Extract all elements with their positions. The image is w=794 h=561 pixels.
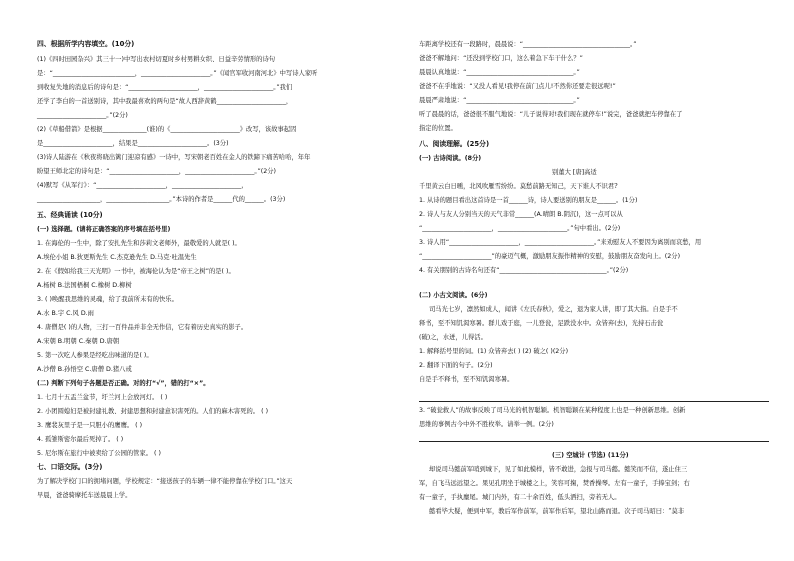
options: A.埃伦小姐 B.狄更斯先生 C.杰克逊先生 D.马克·吐温先生	[37, 254, 197, 261]
subsection-title: (二) 判断下列句子各题是否正确。对的打“√”，错的打“×”。	[37, 380, 210, 387]
question: “______________________”的豪迈气概，激励朋友振作精神的安慰，鼓励朋友奋发向上。(2分)	[419, 253, 681, 260]
options: A.沙僧 B.孙悟空 C.唐僧 D.猪八戒	[37, 366, 132, 373]
text-line: 还学了李白的一首送别诗，其中我最喜欢的两句是“故人西辞黄鹤______________________，	[37, 98, 293, 105]
question: 5. 第一次吃人参果是经吃出味道的是( )。	[37, 352, 153, 359]
answer-line	[419, 401, 769, 402]
text-line: 早晨，爸爸骑摩托车送晨晨上学。	[37, 492, 132, 499]
text-line: 到收复失地的消息后的诗句是：“______________________，______________________。”我们	[37, 84, 293, 91]
right-column	[397, 0, 794, 561]
answer-line	[419, 441, 769, 442]
passage-text: 有一童子，手执麈尾。城门内外，有二十余百姓，低头洒扫，旁若无人。	[419, 494, 621, 501]
question: 2. 翻译下面的句子。(2分)	[419, 362, 493, 369]
question: 4. 有关朋别的古诗名句还有“__________________________________。”(2分)	[419, 267, 629, 274]
subsection-title: (一) 选择题。(请将正确答案的序号填在括号里)	[37, 226, 171, 233]
poem-text: 千里黄云白日曛，北风吹雁雪纷纷。莫愁前路无知己，天下谁人不识君?	[419, 183, 618, 190]
poem-title: 别董大 [唐]高适	[552, 169, 597, 176]
judge-item: 5. 尼尔斯在旅行中被卖给了公园的管家。 ( )	[37, 450, 161, 457]
text-line: 是______________________，结果是______________________。(3分)	[37, 140, 229, 147]
text-line: ______________________。”(2分)	[37, 112, 128, 119]
text-line: (4)默写《从军行》：“______________________，______________________，	[37, 182, 248, 189]
text-line: 盼望王师北定的诗句是：“______________________，______________________。”(2分)	[37, 168, 276, 175]
classical-text: 司马光七岁，凛然如成人，闻讲《左氏春秋》，爱之，退为家人讲，即了其大指。自是手不	[429, 306, 678, 313]
question: 自是手不释书，至不知饥渴寒暑。	[419, 376, 514, 383]
section-7-title: 七、口语交际。(3分)	[37, 463, 103, 471]
subsection-title: (一) 古诗阅读。(8分)	[419, 155, 482, 162]
options: A.水 B.宇 C.风 D.雨	[37, 310, 94, 317]
question: 3. ( )唤醒我思维的灵魂，给了我前所未有的快乐。	[37, 296, 178, 303]
section-8-title: 八、阅读理解。(25分)	[419, 140, 490, 148]
question: 思维的事例古今中外不胜枚举。请举一例。(2分)	[419, 421, 554, 428]
subsection-title: (三) 空城计 (节选) (11分)	[552, 452, 629, 459]
judge-item: 3. 鹰裴灰里子是一只胆小的鹰鹰。 ( )	[37, 422, 143, 429]
passage-text: 懿看毕大疑，便到中军，教后军作前军，前军作后军，望北山路而退。次子司马昭曰：“莫非	[429, 508, 685, 515]
question: 3. 诗人用“______________________，______________________。”来劝慰友人不要因为离别而哀愁，用	[419, 239, 702, 246]
text-line: 晨晨认真地说：“__________________________________。”	[419, 69, 580, 76]
text-line: 是：“__________________________，______________________。”《闻官军收河南河北》中写诗人家听	[37, 70, 318, 77]
options: A.杨树 B.法国梧桐 C.橡树 D.柳树	[37, 282, 132, 289]
text-line: (3)诗人陆游在《秋夜将晓出篱门迎凉有感》一诗中，写宋朝老百姓在金人的铁蹄下痛苦哈哈，年年	[37, 154, 311, 161]
question: 3. “破瓮救人”的故事反映了司马光的机智聪颖。机智聪颖在某种程度上也是一种创新思维。创新	[419, 407, 686, 414]
question: 4. 唐僧是( )的人物，三打一百件品并非全无作信，它有着历史真实的影子。	[37, 324, 248, 331]
question: 1. 在海伦的一生中，除了安扎先生和莎莉文老师外，最敬爱的人就是( )。	[37, 240, 241, 247]
subsection-title: (二) 小古文阅读。(6分)	[419, 292, 488, 299]
classical-text: 释书，至不知饥渴寒暑。群儿戏于庭，一儿登瓮，足跌没水中。众皆弃(去)，光持石击瓮	[419, 320, 664, 327]
judge-item: 1. 七月十五盂兰盆节，圩兰河上会放河灯。 ( )	[37, 394, 168, 401]
question: 2. 在《假如给我三天光明》一书中，被海伦认为是“帝王之树”的是( )。	[37, 268, 235, 275]
options: A.宋朝 B.明朝 C.秦朝 D.唐朝	[37, 338, 120, 345]
text-line: ____________________，____________________。”本诗的作者是______代的______。(3分)	[37, 196, 286, 203]
question: “______________________，______________________。”句中看出。(2分)	[419, 225, 621, 232]
judge-item: 2. 小团圆媳妇是被封建礼教、封建思想和封建意识害死的。人们的麻木害死的。 ( )	[37, 408, 269, 415]
text-line: 为了解决学校门口的拥堵问题，学校规定：“接送孩子的车辆一律不能停靠在学校门口。”这天	[37, 478, 293, 485]
question: 1. 从诗的题目看出这首诗是一首______诗，诗人要送别的朋友是______。(1分)	[419, 197, 638, 204]
passage-text: 却说司马懿前军哨到城下，见了如此模样，皆不敢进，急报与司马懿。懿笑而不信，遂止住三	[429, 466, 688, 473]
question: 1. 解释括号里的词。(1) 众皆弃去( ) (2) 破之( )(2分)	[419, 348, 569, 355]
section-5-title: 五、经典诵读 (10分)	[37, 211, 103, 219]
text-line: 听了晨晨的话，爸爸很不服气地说：“儿子说得对!我们现在就停车!”说完，爸爸就把车停靠在了	[419, 111, 683, 118]
question: 2. 诗人与友人分别当天的天气非常______(A.晴朗 B.阴沉)，这一点可以从	[419, 211, 623, 218]
text-line: 爸爸不解地问：“还没到学校门口，这么着急下车干什么？”	[419, 55, 583, 62]
classical-text: (破)之，水迸，儿得活。	[419, 334, 487, 341]
text-line: (1)《四时田园杂兴》其三十一)中写出农村切夏时乡村男耕女织、日益辛劳情形的诗句	[37, 56, 276, 63]
judge-item: 4. 孤雏斯密尔最后死掉了。 ( )	[37, 436, 124, 443]
section-4-title: 四、根据所学内容填空。(10分)	[37, 40, 135, 48]
passage-text: 军，自飞马远远望之。果见孔明坐于城楼之上，笑容可掬，焚香操琴。左有一童子，手捧宝剑；右	[419, 480, 690, 487]
text-line: 晨晨严肃地说：“__________________________________。”	[419, 97, 580, 104]
text-line: 车距离学校还有一段路时，晨晨说：“__________________________________。”	[419, 41, 637, 48]
text-line: (2)《草船借箭》是根据______________(谁)的《______________________》改写，该故事起因	[37, 126, 297, 133]
text-line: 爸爸不在乎地说：“又没人看见!我停在前门点儿!不然你还要走很远呢!”	[419, 83, 616, 90]
text-line: 指定的位置。	[419, 125, 457, 132]
